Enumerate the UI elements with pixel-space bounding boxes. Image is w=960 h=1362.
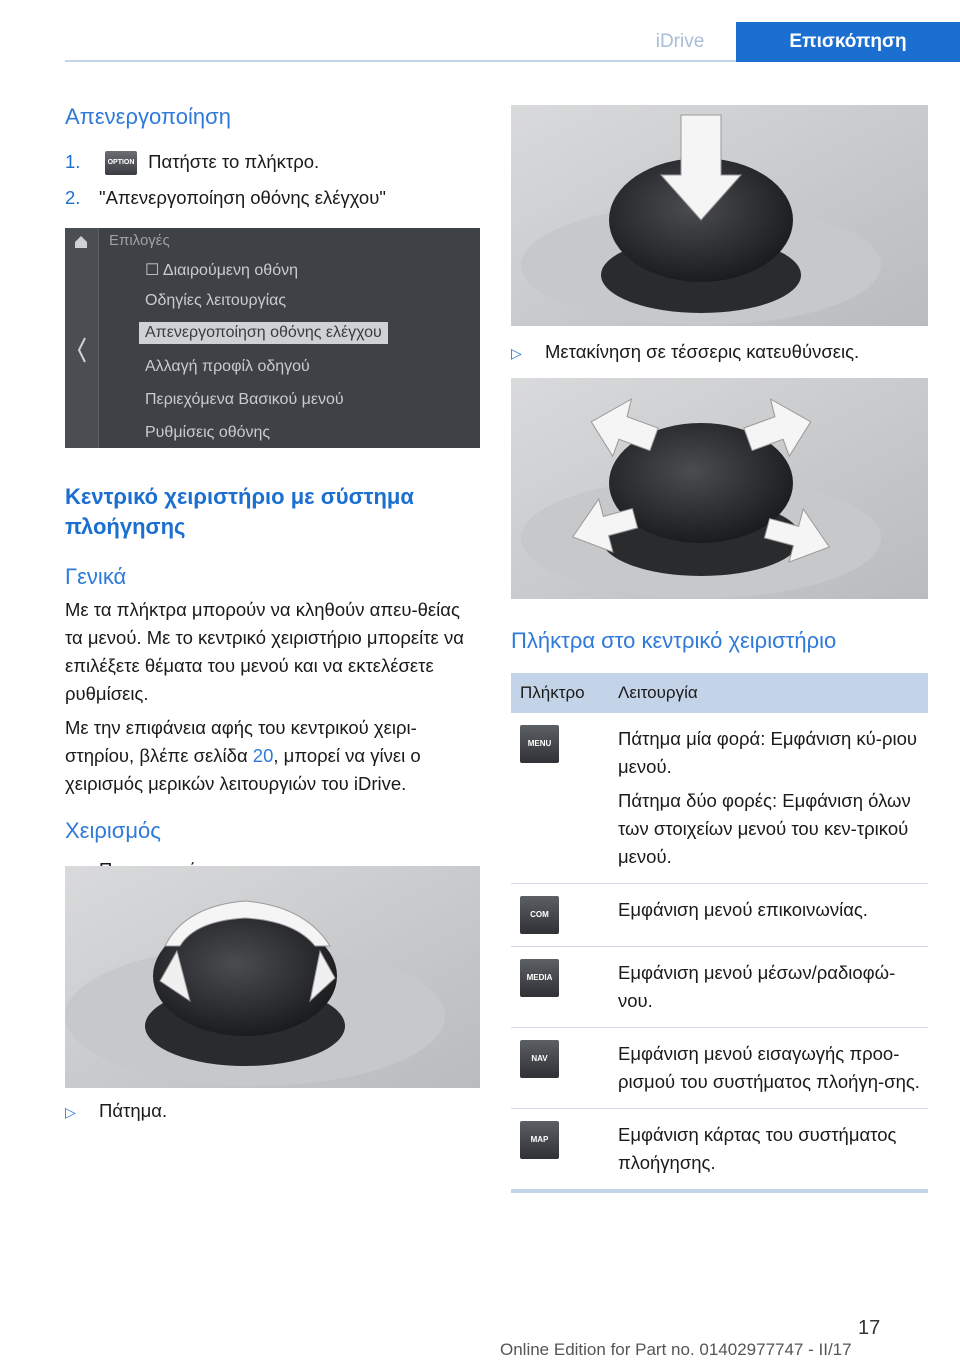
operation-title: Χειρισμός — [65, 818, 161, 843]
screen-item-split-screen[interactable]: ☐ Διαιρούμενη οθόνη — [145, 262, 298, 279]
screen-item-manual[interactable]: Οδηγίες λειτουργίας — [145, 292, 287, 309]
header-tab-overview[interactable]: Επισκόπηση — [736, 22, 960, 62]
table-header — [511, 673, 928, 713]
nav-key-icon: NAV — [520, 1040, 559, 1078]
controller-rotate-illustration — [65, 866, 480, 1088]
controller-press-illustration — [511, 105, 928, 326]
general-title: Γενικά — [65, 564, 127, 589]
step-1: 1. OPTION Πατήστε το πλήκτρο. — [65, 148, 480, 176]
table-row: MAP Εμφάνιση κάρτας του συστήματος πλοήγησης. — [511, 1109, 928, 1193]
com-key-icon: COM — [520, 896, 559, 934]
bullet-move-wrap — [511, 338, 928, 367]
bullet-press: ▷ Πάτημα. — [65, 1097, 480, 1126]
controller-tilt-illustration — [511, 378, 928, 599]
step-2: 2. "Απενεργοποίηση οθόνης ελέγχου" — [65, 187, 386, 208]
col-key: Πλήκτρο — [520, 683, 585, 702]
page-link-20[interactable]: 20 — [252, 745, 274, 766]
home-icon — [75, 236, 87, 248]
keys-title-wrap — [511, 628, 928, 654]
table-row: NAV Εμφάνιση μενού εισαγωγής προο-ρισμού του συστήματος πλοήγη-σης. — [511, 1028, 928, 1109]
general-paragraph-2: Με την επιφάνεια αφής του κεντρικού χειρι-στηρίου, βλέπε σελίδα 20, μπορεί να γίνει ο χειρισμός μερικών λειτουργιών του iDrive. — [65, 717, 421, 794]
screen-sidebar — [65, 228, 99, 448]
triangle-bullet-icon: ▷ — [65, 1104, 76, 1120]
footer-edition: Online Edition for Part no. 01402977747 - II/17 — [500, 1340, 852, 1359]
triangle-bullet-icon: ▷ — [511, 345, 522, 361]
keys-title: Πλήκτρα στο κεντρικό χειριστήριο — [511, 628, 837, 653]
screen-item-driver-profile[interactable]: Αλλαγή προφίλ οδηγού — [145, 358, 310, 375]
chevron-left-icon — [79, 338, 85, 362]
option-key-icon: OPTION — [105, 151, 137, 175]
screen-item-deactivate[interactable]: Απενεργοποίηση οθόνης ελέγχου — [139, 322, 388, 344]
screen-side-icons — [65, 228, 98, 448]
bullet-press-wrap — [65, 1097, 480, 1126]
options-screen — [65, 228, 480, 448]
controller-press-photo — [511, 105, 928, 326]
keys-table — [511, 673, 928, 1193]
controller-title: Κεντρικό χειριστήριο με σύστημα πλοήγησης — [65, 484, 414, 539]
bullet-move: ▷ Μετακίνηση σε τέσσερις κατευθύνσεις. — [511, 338, 928, 367]
table-row: MENU Πάτημα μία φορά: Εμφάνιση κύ-ριου μενού. Πάτημα δύο φορές: Εμφάνιση όλων των στοιχείων μενού του κεν-τρικού μενού. — [511, 713, 928, 884]
col-function: Λειτουργία — [618, 683, 698, 702]
screen-item-display-settings[interactable]: Ρυθμίσεις οθόνης — [145, 424, 271, 441]
table-row: MEDIA Εμφάνιση μενού μέσων/ραδιοφώ-νου. — [511, 947, 928, 1028]
media-key-icon: MEDIA — [520, 959, 559, 997]
controller-tilt-photo — [511, 378, 928, 599]
screen-title: Επιλογές — [109, 232, 170, 249]
menu-key-icon: MENU — [520, 725, 559, 763]
screen-item-main-menu[interactable]: Περιεχόμενα Βασικού μενού — [145, 391, 344, 408]
controller-rotate-photo — [65, 866, 480, 1088]
page-number: 17 — [858, 1317, 881, 1339]
deactivate-title: Απενεργοποίηση — [65, 104, 231, 129]
table-row: COM Εμφάνιση μενού επικοινωνίας. — [511, 884, 928, 947]
header-section[interactable]: iDrive — [655, 31, 705, 52]
general-paragraph-1: Με τα πλήκτρα μπορούν να κληθούν απευ-θείας τα μενού. Με το κεντρικό χειριστήριο μπορείτε να επιλέξετε θέματα του μενού και να εκτελέσετε ρυθμίσεις. — [65, 599, 464, 704]
controller-section — [65, 482, 480, 885]
deactivate-section — [65, 104, 480, 212]
map-key-icon: MAP — [520, 1121, 559, 1159]
